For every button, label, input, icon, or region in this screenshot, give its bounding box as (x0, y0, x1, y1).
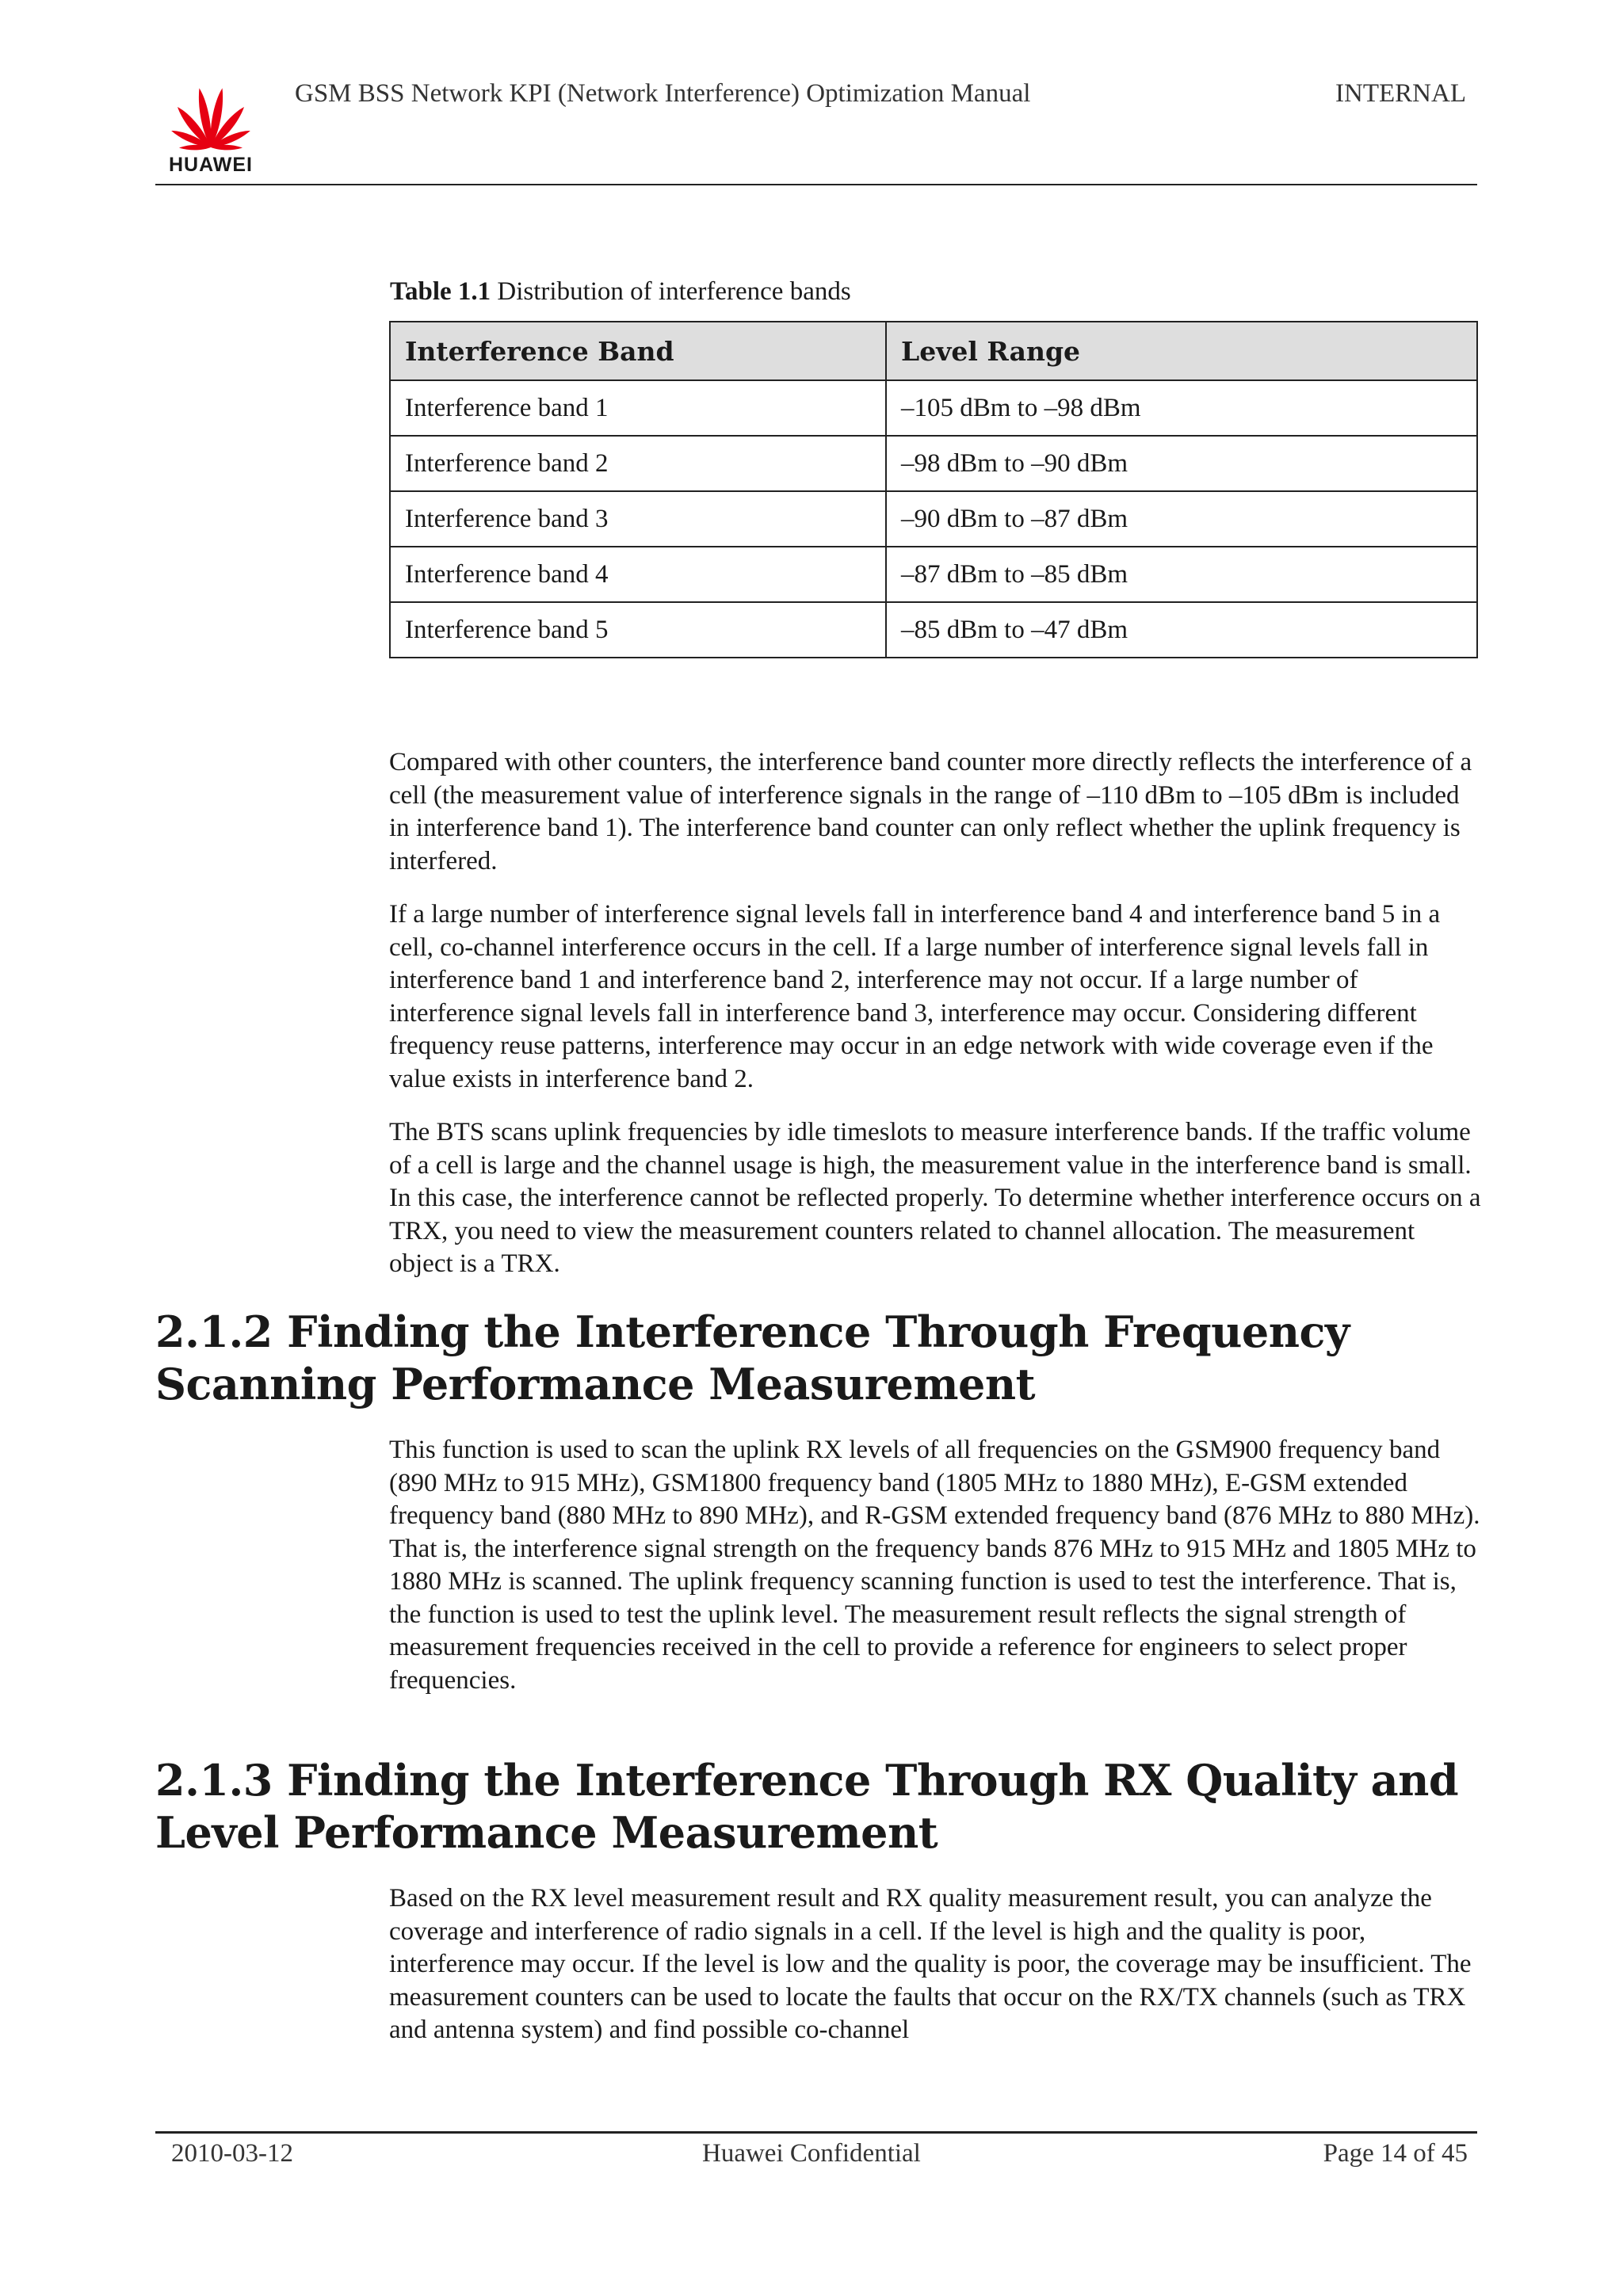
footer-divider (155, 2131, 1477, 2134)
table-cell: Interference band 3 (390, 491, 886, 547)
table-cell: –98 dBm to –90 dBm (886, 436, 1477, 491)
table-row (390, 491, 1477, 547)
table-cell: –85 dBm to –47 dBm (886, 602, 1477, 658)
table-cell: Interference band 1 (390, 380, 886, 436)
intro-paragraphs (389, 746, 1483, 1302)
table-cell: –105 dBm to –98 dBm (886, 380, 1477, 436)
column-header: Interference Band (390, 322, 886, 380)
table-row (390, 380, 1477, 436)
footer-page-number: Page 14 of 45 (1323, 2139, 1468, 2168)
section-heading-2-1-3: 2.1.3 Finding the Interference Through RX Quality and Level Performance Measurement (155, 1755, 1459, 1858)
paragraph: Compared with other counters, the interference band counter more directly reflects the interference of a cell (the measurement value of interference signals in the range of –110 dBm to –105 dBm is included in interference band 1). The interference band counter can only reflect whether the uplink frequency is interfered. (389, 748, 1472, 875)
page-header (155, 67, 1477, 187)
table-row (390, 436, 1477, 491)
header-divider (155, 184, 1477, 185)
table-cell: –87 dBm to –85 dBm (886, 547, 1477, 602)
logo-wordmark: HUAWEI (169, 154, 253, 176)
column-header: Level Range (886, 322, 1477, 380)
table-cell: Interference band 4 (390, 547, 886, 602)
section-heading-2-1-2: 2.1.2 Finding the Interference Through Frequency Scanning Performance Measurement (155, 1306, 1350, 1409)
table-caption-number: Table 1.1 (390, 277, 491, 306)
paragraph: The BTS scans uplink frequencies by idle timeslots to measure interference bands. If the traffic volume of a cell is large and the channel usage is high, the measurement value in the interference band is small. In this case, the interference cannot be reflected properly. To determine whether interference occurs on a TRX, you need to view the measurement counters related to channel allocation. The measurement object is a TRX. (389, 1118, 1481, 1278)
table-row (390, 547, 1477, 602)
footer-confidentiality: Huawei Confidential (702, 2139, 921, 2168)
table-cell: –90 dBm to –87 dBm (886, 491, 1477, 547)
paragraph: If a large number of interference signal levels fall in interference band 4 and interference band 5 in a cell, co-channel interference occurs in the cell. If a large number of interference signal levels fall in interference band 1 and interference band 2, interference may not occur. If a large number of interference signal levels fall in interference band 3, interference may occur. Considering different frequency reuse patterns, interference may occur in an edge network with wide coverage even if the value exists in interference band 2. (389, 900, 1441, 1093)
footer-date: 2010-03-12 (171, 2139, 293, 2168)
table-row (390, 602, 1477, 658)
table-caption (390, 277, 851, 307)
section-2-1-2-body (389, 1434, 1483, 1718)
document-title: GSM BSS Network KPI (Network Interference) Optimization Manual (295, 79, 1031, 108)
section-2-1-3-body (389, 1882, 1483, 2068)
table-caption-text: Distribution of interference bands (497, 277, 851, 306)
classification-label: INTERNAL (1335, 79, 1466, 108)
table-cell: Interference band 2 (390, 436, 886, 491)
paragraph: Based on the RX level measurement result and RX quality measurement result, you can analyze the coverage and interference of radio signals in a cell. If the level is high and the quality is poor, interference may occur. If the level is low and the quality is poor, the coverage may be insufficient. The measurement counters can be used to locate the faults that occur on the RX/TX channels (such as TRX and antenna system) and find possible co-channel (389, 1884, 1472, 2044)
table-header-row (390, 322, 1477, 380)
paragraph: This function is used to scan the uplink RX levels of all frequencies on the GSM900 frequency band (890 MHz to 915 MHz), GSM1800 frequency band (1805 MHz to 1880 MHz), E-GSM extended frequency band (880 MHz to 890 MHz), and R-GSM extended frequency band (876 MHz to 880 MHz). That is, the interference signal strength on the frequency bands 876 MHz to 915 MHz and 1805 MHz to 1880 MHz is scanned. The uplink frequency scanning function is used to test the interference. That is, the function is used to test the uplink level. The measurement result reflects the signal strength of measurement frequencies received in the cell to provide a reference for engineers to select proper frequencies. (389, 1436, 1480, 1695)
table-cell: Interference band 5 (390, 602, 886, 658)
interference-bands-table (389, 321, 1478, 658)
